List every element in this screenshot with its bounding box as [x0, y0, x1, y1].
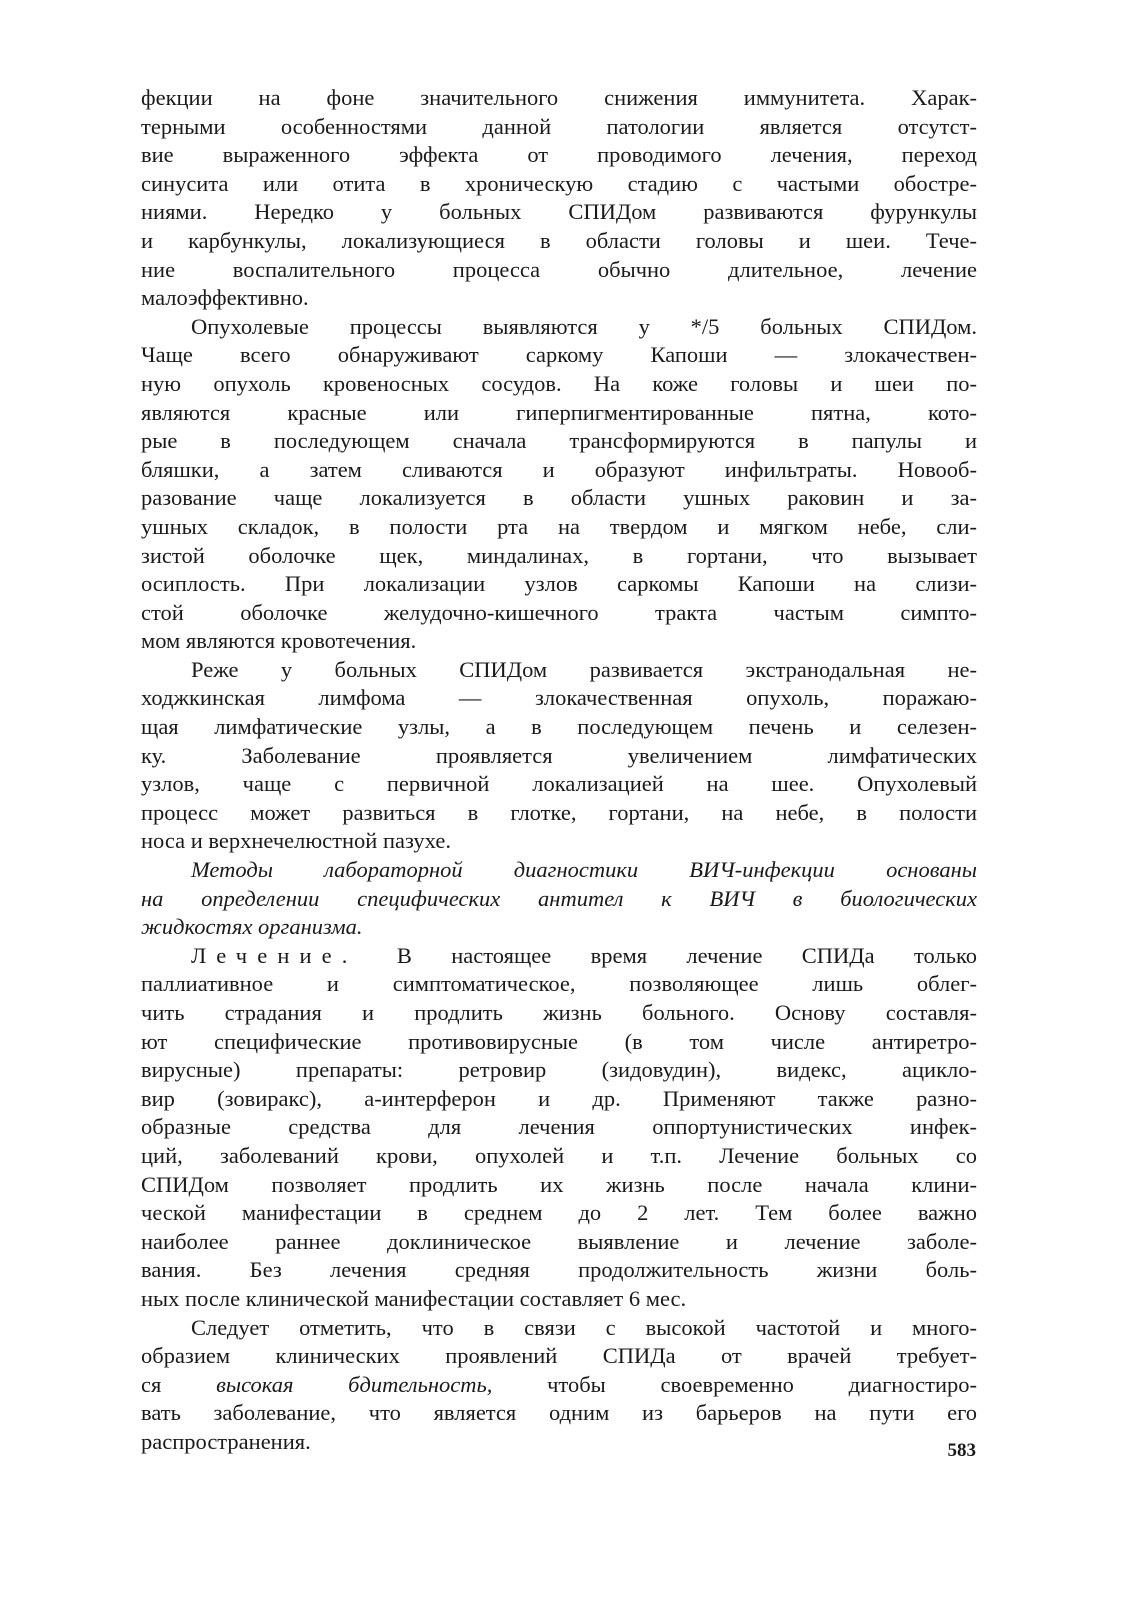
- text-line: наиболее раннее доклиническое выявление и лечение заболе-: [141, 1228, 977, 1254]
- text-line: ную опухоль кровеносных сосудов. На коже головы и шеи по-: [141, 370, 977, 396]
- text-line: ушных складок, в полости рта на твердом и мягком небе, сли-: [141, 513, 977, 539]
- text-line: стой оболочке желудочно-кишечного тракта частым симпто-: [141, 599, 977, 625]
- text-line: Чаще всего обнаруживают саркому Капоши — злокачествен-: [141, 342, 977, 368]
- text-line: фекции на фоне значительного снижения иммунитета. Харак-: [141, 85, 977, 110]
- text-line: Методы лабораторной диагностики ВИЧ-инфекции основаны: [191, 857, 977, 883]
- text-line: вие выраженного эффекта от проводимого лечения, переход: [141, 142, 977, 168]
- text-line: синусита или отита в хроническую стадию с частыми обостре-: [141, 170, 977, 196]
- run-in-heading: Лечение.: [191, 942, 358, 968]
- text-line: Опухолевые процессы выявляются у */5 больных СПИДом.: [191, 313, 977, 339]
- text-line: процесс может развиться в глотке, гортани, на небе, в полости: [141, 799, 977, 825]
- text-line: Следует отметить, что в связи с высокой частотой и много-: [191, 1314, 977, 1340]
- text-line: вирусные) препараты: ретровир (зидовудин), видекс, ацикло-: [141, 1057, 977, 1083]
- text-line: разование чаще локализуется в области ушных раковин и за-: [141, 485, 977, 511]
- text-line: на определении специфических антител к ВИЧ в биологических: [141, 885, 977, 911]
- text-line: ют специфические противовирусные (в том числе антиретро-: [141, 1028, 977, 1054]
- paragraph-infections: [141, 84, 977, 313]
- text-line: малоэффективно.: [141, 285, 309, 311]
- text-line: распространения.: [141, 1428, 311, 1454]
- text-line: [141, 1371, 977, 1400]
- text-line: бляшки, а затем сливаются и образуют инфильтраты. Новооб-: [141, 456, 977, 482]
- text-line: ку. Заболевание проявляется увеличением лимфатических: [141, 742, 977, 768]
- text-line: образные средства для лечения оппортунистических инфек-: [141, 1114, 977, 1140]
- text-line: ных после клинической манифестации составляет 6 мес.: [141, 1285, 687, 1311]
- paragraph-tumors: [141, 313, 977, 656]
- text-line: вания. Без лечения средняя продолжительность жизни боль-: [141, 1257, 977, 1283]
- text-run: ся: [141, 1371, 162, 1397]
- text-line: чить страдания и продлить жизнь больного. Основу составля-: [141, 1000, 977, 1025]
- text-line: ческой манифестации в среднем до 2 лет. Тем более важно: [141, 1200, 977, 1226]
- text-line: [141, 942, 977, 971]
- text-line: являются красные или гиперпигментированные пятна, кото-: [141, 399, 977, 425]
- text-line: рые в последующем сначала трансформируются в папулы и: [141, 428, 977, 454]
- page-number: 583: [947, 1440, 976, 1461]
- text-line: мом являются кровотечения.: [141, 628, 417, 654]
- text-line: вать заболевание, что является одним из барьеров на пути его: [141, 1400, 977, 1426]
- paragraph-lymphoma: [141, 656, 977, 856]
- text-line: осиплость. При локализации узлов саркомы Капоши на слизи-: [141, 571, 977, 597]
- text-line: ций, заболеваний крови, опухолей и т.п. Лечение больных со: [141, 1142, 977, 1168]
- paragraph-vigilance: [141, 1314, 977, 1457]
- text-line: вир (зовиракс), a-интерферон и др. Применяют также разно-: [141, 1085, 977, 1111]
- text-line: жидкостях организма.: [141, 914, 363, 940]
- text-run: В настоящее время лечение СПИДа только: [396, 942, 978, 968]
- text-line: носа и верхнечелюстной пазухе.: [141, 828, 451, 854]
- text-line: зистой оболочке щек, миндалинах, в гортани, что вызывает: [141, 542, 977, 568]
- text-run: чтобы своевременно диагностиро-: [547, 1371, 978, 1397]
- text-line: терными особенностями данной патологии является отсутст-: [141, 113, 977, 139]
- text-line: узлов, чаще с первичной локализацией на шее. Опухолевый: [141, 771, 977, 797]
- text-line: щая лимфатические узлы, а в последующем печень и селезен-: [141, 714, 977, 740]
- text-line: ние воспалительного процесса обычно длительное, лечение: [141, 256, 977, 282]
- paragraph-lab-diagnostics: [141, 856, 977, 942]
- emphasis-text: высокая бдительность,: [216, 1371, 493, 1397]
- text-line: СПИДом позволяет продлить их жизнь после начала клини-: [141, 1171, 977, 1197]
- paragraph-treatment: [141, 942, 977, 1314]
- text-line: ниями. Нередко у больных СПИДом развиваются фурункулы: [141, 199, 977, 225]
- text-line: ходжкинская лимфома — злокачественная опухоль, поражаю-: [141, 685, 977, 711]
- text-line: образием клинических проявлений СПИДа от врачей требует-: [141, 1343, 977, 1369]
- text-line: и карбункулы, локализующиеся в области головы и шеи. Тече-: [141, 227, 977, 253]
- text-line: Реже у больных СПИДом развивается экстранодальная не-: [191, 656, 977, 682]
- document-page: [141, 84, 977, 1457]
- text-line: паллиативное и симптоматическое, позволяющее лишь облег-: [141, 971, 977, 997]
